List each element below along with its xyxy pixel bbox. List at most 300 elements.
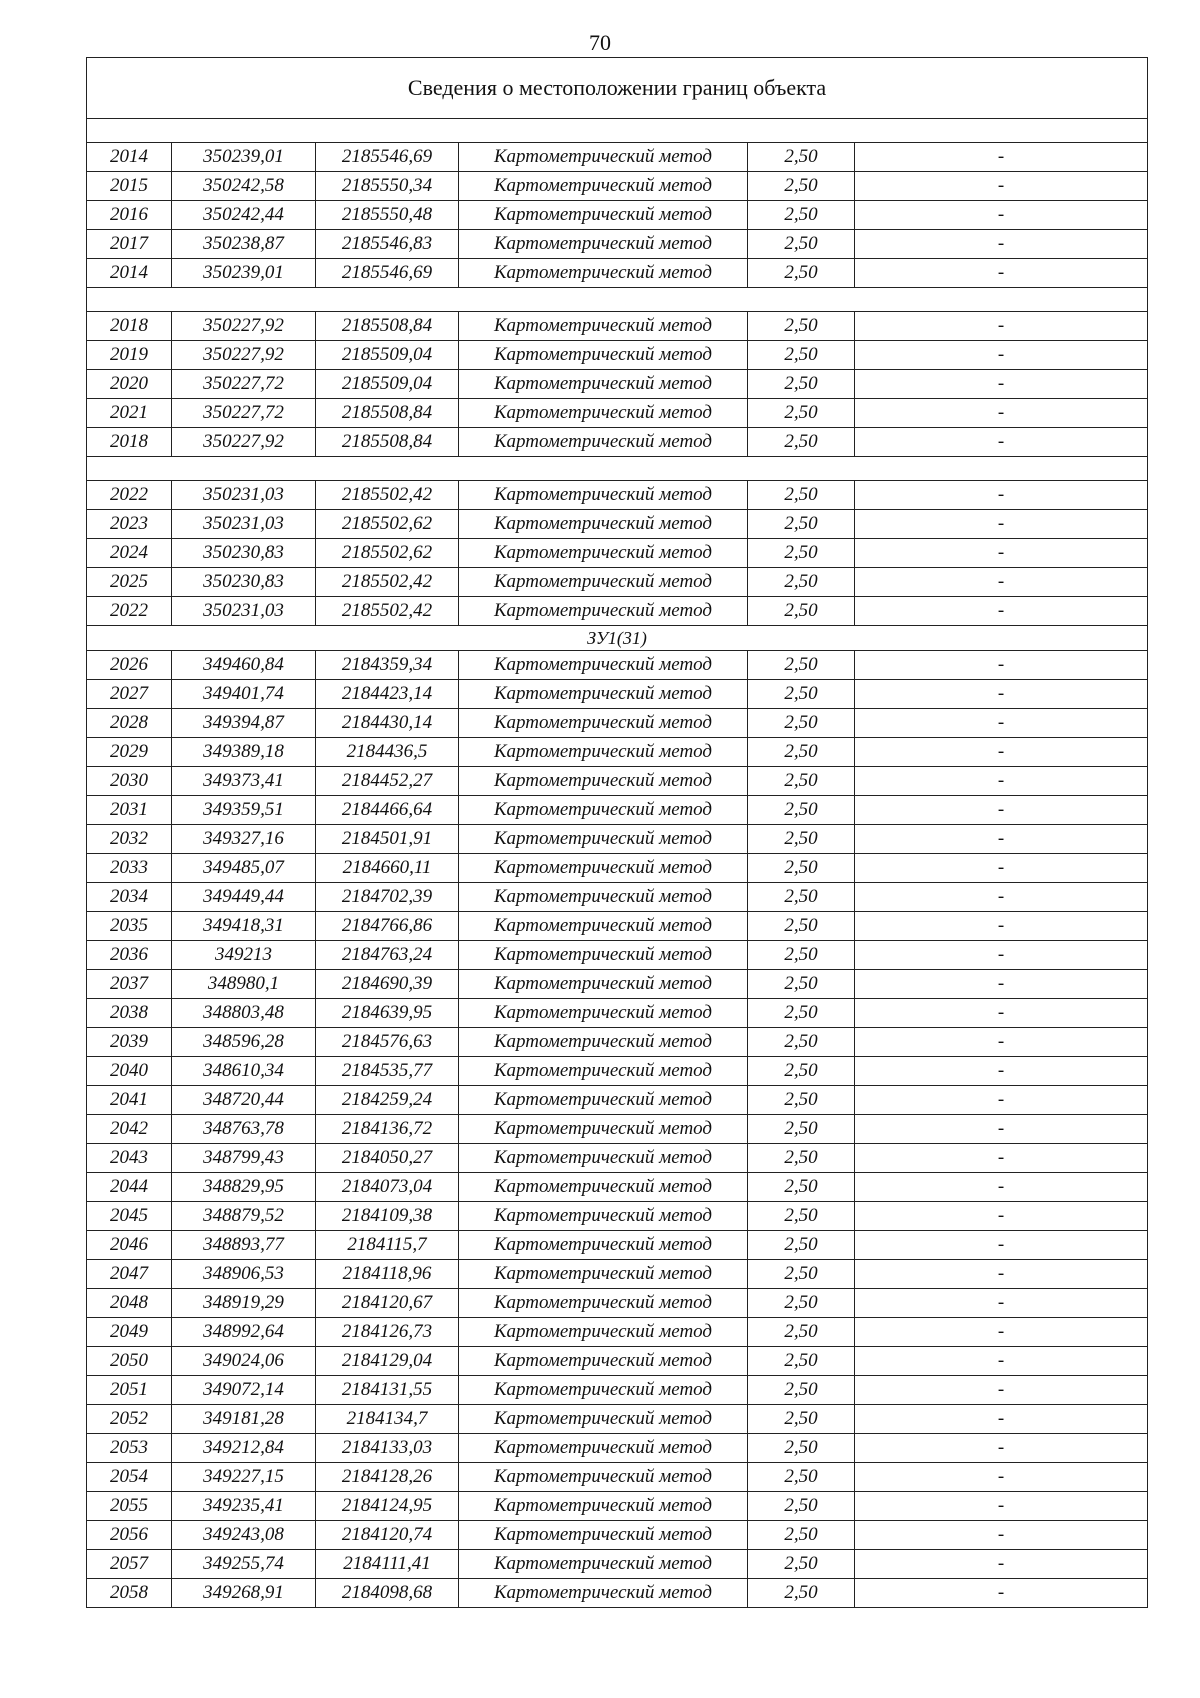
table-row (87, 143, 1148, 172)
table-row (87, 1347, 1148, 1376)
table-row (87, 1115, 1148, 1144)
description-cell: - (855, 539, 1148, 568)
method-cell: Картометрический метод (459, 1492, 748, 1521)
point-number-cell: 2048 (87, 1289, 172, 1318)
x-coordinate-cell: 350239,01 (172, 259, 316, 288)
table-row (87, 201, 1148, 230)
accuracy-cell: 2,50 (748, 1492, 855, 1521)
point-number-cell: 2022 (87, 481, 172, 510)
table-row (87, 1463, 1148, 1492)
point-number-cell: 2058 (87, 1579, 172, 1608)
accuracy-cell: 2,50 (748, 341, 855, 370)
y-coordinate-cell: 2185546,69 (316, 143, 459, 172)
point-number-cell: 2026 (87, 651, 172, 680)
table-row (87, 1289, 1148, 1318)
y-coordinate-cell: 2185509,04 (316, 341, 459, 370)
point-number-cell: 2032 (87, 825, 172, 854)
y-coordinate-cell: 2184109,38 (316, 1202, 459, 1231)
y-coordinate-cell: 2184115,7 (316, 1231, 459, 1260)
x-coordinate-cell: 349389,18 (172, 738, 316, 767)
y-coordinate-cell: 2185502,62 (316, 539, 459, 568)
table-row (87, 481, 1148, 510)
description-cell: - (855, 341, 1148, 370)
description-cell: - (855, 709, 1148, 738)
x-coordinate-cell: 349449,44 (172, 883, 316, 912)
y-coordinate-cell: 2184120,67 (316, 1289, 459, 1318)
y-coordinate-cell: 2184423,14 (316, 680, 459, 709)
y-coordinate-cell: 2185508,84 (316, 428, 459, 457)
description-cell: - (855, 143, 1148, 172)
table-row (87, 399, 1148, 428)
accuracy-cell: 2,50 (748, 1521, 855, 1550)
description-cell: - (855, 510, 1148, 539)
table-row (87, 1086, 1148, 1115)
method-cell: Картометрический метод (459, 1347, 748, 1376)
accuracy-cell: 2,50 (748, 172, 855, 201)
x-coordinate-cell: 350227,72 (172, 370, 316, 399)
y-coordinate-cell: 2184073,04 (316, 1173, 459, 1202)
accuracy-cell: 2,50 (748, 1434, 855, 1463)
point-number-cell: 2014 (87, 143, 172, 172)
point-number-cell: 2029 (87, 738, 172, 767)
x-coordinate-cell: 350227,92 (172, 341, 316, 370)
description-cell: - (855, 312, 1148, 341)
accuracy-cell: 2,50 (748, 481, 855, 510)
point-number-cell: 2044 (87, 1173, 172, 1202)
x-coordinate-cell: 348879,52 (172, 1202, 316, 1231)
point-number-cell: 2042 (87, 1115, 172, 1144)
table-row (87, 883, 1148, 912)
x-coordinate-cell: 348919,29 (172, 1289, 316, 1318)
accuracy-cell: 2,50 (748, 399, 855, 428)
table-row (87, 1376, 1148, 1405)
point-number-cell: 2031 (87, 796, 172, 825)
x-coordinate-cell: 349327,16 (172, 825, 316, 854)
y-coordinate-cell: 2185502,42 (316, 568, 459, 597)
x-coordinate-cell: 349212,84 (172, 1434, 316, 1463)
y-coordinate-cell: 2184501,91 (316, 825, 459, 854)
method-cell: Картометрический метод (459, 709, 748, 738)
description-cell: - (855, 568, 1148, 597)
accuracy-cell: 2,50 (748, 1347, 855, 1376)
table-caption-row (87, 58, 1148, 119)
accuracy-cell: 2,50 (748, 796, 855, 825)
accuracy-cell: 2,50 (748, 370, 855, 399)
method-cell: Картометрический метод (459, 539, 748, 568)
y-coordinate-cell: 2185509,04 (316, 370, 459, 399)
y-coordinate-cell: 2184702,39 (316, 883, 459, 912)
description-cell: - (855, 1434, 1148, 1463)
description-cell: - (855, 1347, 1148, 1376)
point-number-cell: 2041 (87, 1086, 172, 1115)
point-number-cell: 2015 (87, 172, 172, 201)
x-coordinate-cell: 348803,48 (172, 999, 316, 1028)
accuracy-cell: 2,50 (748, 1144, 855, 1173)
point-number-cell: 2054 (87, 1463, 172, 1492)
group-separator (87, 288, 1148, 312)
table-row (87, 341, 1148, 370)
y-coordinate-cell: 2184576,63 (316, 1028, 459, 1057)
y-coordinate-cell: 2184430,14 (316, 709, 459, 738)
x-coordinate-cell: 349072,14 (172, 1376, 316, 1405)
table-row (87, 941, 1148, 970)
accuracy-cell: 2,50 (748, 1173, 855, 1202)
y-coordinate-cell: 2184111,41 (316, 1550, 459, 1579)
table-row (87, 1318, 1148, 1347)
point-number-cell: 2017 (87, 230, 172, 259)
method-cell: Картометрический метод (459, 312, 748, 341)
y-coordinate-cell: 2184098,68 (316, 1579, 459, 1608)
y-coordinate-cell: 2184535,77 (316, 1057, 459, 1086)
description-cell: - (855, 1318, 1148, 1347)
method-cell: Картометрический метод (459, 970, 748, 999)
point-number-cell: 2049 (87, 1318, 172, 1347)
description-cell: - (855, 399, 1148, 428)
x-coordinate-cell: 350238,87 (172, 230, 316, 259)
point-number-cell: 2025 (87, 568, 172, 597)
description-cell: - (855, 883, 1148, 912)
y-coordinate-cell: 2184126,73 (316, 1318, 459, 1347)
description-cell: - (855, 970, 1148, 999)
accuracy-cell: 2,50 (748, 143, 855, 172)
y-coordinate-cell: 2184134,7 (316, 1405, 459, 1434)
point-number-cell: 2036 (87, 941, 172, 970)
point-number-cell: 2050 (87, 1347, 172, 1376)
table-row (87, 767, 1148, 796)
method-cell: Картометрический метод (459, 172, 748, 201)
description-cell: - (855, 912, 1148, 941)
method-cell: Картометрический метод (459, 941, 748, 970)
point-number-cell: 2019 (87, 341, 172, 370)
table-row (87, 1521, 1148, 1550)
point-number-cell: 2018 (87, 428, 172, 457)
y-coordinate-cell: 2185502,42 (316, 597, 459, 626)
point-number-cell: 2038 (87, 999, 172, 1028)
description-cell: - (855, 172, 1148, 201)
point-number-cell: 2027 (87, 680, 172, 709)
accuracy-cell: 2,50 (748, 1115, 855, 1144)
table-row (87, 1434, 1148, 1463)
y-coordinate-cell: 2184452,27 (316, 767, 459, 796)
description-cell: - (855, 481, 1148, 510)
description-cell: - (855, 767, 1148, 796)
y-coordinate-cell: 2185508,84 (316, 399, 459, 428)
description-cell: - (855, 941, 1148, 970)
x-coordinate-cell: 350227,92 (172, 312, 316, 341)
method-cell: Картометрический метод (459, 1405, 748, 1434)
point-number-cell: 2053 (87, 1434, 172, 1463)
x-coordinate-cell: 349394,87 (172, 709, 316, 738)
x-coordinate-cell: 350230,83 (172, 539, 316, 568)
method-cell: Картометрический метод (459, 738, 748, 767)
y-coordinate-cell: 2185508,84 (316, 312, 459, 341)
accuracy-cell: 2,50 (748, 1202, 855, 1231)
method-cell: Картометрический метод (459, 1173, 748, 1202)
table-row (87, 738, 1148, 767)
y-coordinate-cell: 2185550,34 (316, 172, 459, 201)
x-coordinate-cell: 350242,44 (172, 201, 316, 230)
method-cell: Картометрический метод (459, 428, 748, 457)
method-cell: Картометрический метод (459, 1144, 748, 1173)
point-number-cell: 2039 (87, 1028, 172, 1057)
x-coordinate-cell: 349268,91 (172, 1579, 316, 1608)
table-row (87, 1028, 1148, 1057)
point-number-cell: 2028 (87, 709, 172, 738)
accuracy-cell: 2,50 (748, 1260, 855, 1289)
accuracy-cell: 2,50 (748, 825, 855, 854)
description-cell: - (855, 1173, 1148, 1202)
method-cell: Картометрический метод (459, 767, 748, 796)
table-row (87, 1057, 1148, 1086)
description-cell: - (855, 1086, 1148, 1115)
y-coordinate-cell: 2184259,24 (316, 1086, 459, 1115)
table-row (87, 1260, 1148, 1289)
accuracy-cell: 2,50 (748, 941, 855, 970)
table-row (87, 428, 1148, 457)
x-coordinate-cell: 349235,41 (172, 1492, 316, 1521)
description-cell: - (855, 1521, 1148, 1550)
point-number-cell: 2033 (87, 854, 172, 883)
method-cell: Картометрический метод (459, 883, 748, 912)
accuracy-cell: 2,50 (748, 1318, 855, 1347)
y-coordinate-cell: 2184690,39 (316, 970, 459, 999)
point-number-cell: 2020 (87, 370, 172, 399)
table-row (87, 597, 1148, 626)
accuracy-cell: 2,50 (748, 709, 855, 738)
description-cell: - (855, 1579, 1148, 1608)
table-row (87, 970, 1148, 999)
method-cell: Картометрический метод (459, 1289, 748, 1318)
method-cell: Картометрический метод (459, 481, 748, 510)
method-cell: Картометрический метод (459, 1057, 748, 1086)
y-coordinate-cell: 2184763,24 (316, 941, 459, 970)
point-number-cell: 2052 (87, 1405, 172, 1434)
description-cell: - (855, 201, 1148, 230)
table-row (87, 1202, 1148, 1231)
accuracy-cell: 2,50 (748, 651, 855, 680)
point-number-cell: 2023 (87, 510, 172, 539)
y-coordinate-cell: 2184131,55 (316, 1376, 459, 1405)
method-cell: Картометрический метод (459, 597, 748, 626)
y-coordinate-cell: 2184660,11 (316, 854, 459, 883)
y-coordinate-cell: 2184120,74 (316, 1521, 459, 1550)
description-cell: - (855, 1144, 1148, 1173)
x-coordinate-cell: 349213 (172, 941, 316, 970)
table-row (87, 796, 1148, 825)
method-cell: Картометрический метод (459, 399, 748, 428)
table-caption: Сведения о местоположении границ объекта (87, 58, 1148, 119)
method-cell: Картометрический метод (459, 854, 748, 883)
description-cell: - (855, 1405, 1148, 1434)
method-cell: Картометрический метод (459, 341, 748, 370)
accuracy-cell: 2,50 (748, 428, 855, 457)
method-cell: Картометрический метод (459, 999, 748, 1028)
x-coordinate-cell: 350242,58 (172, 172, 316, 201)
point-number-cell: 2022 (87, 597, 172, 626)
point-number-cell: 2056 (87, 1521, 172, 1550)
method-cell: Картометрический метод (459, 1376, 748, 1405)
method-cell: Картометрический метод (459, 370, 748, 399)
point-number-cell: 2035 (87, 912, 172, 941)
accuracy-cell: 2,50 (748, 738, 855, 767)
point-number-cell: 2057 (87, 1550, 172, 1579)
accuracy-cell: 2,50 (748, 680, 855, 709)
table-row (87, 825, 1148, 854)
method-cell: Картометрический метод (459, 510, 748, 539)
method-cell: Картометрический метод (459, 1260, 748, 1289)
method-cell: Картометрический метод (459, 651, 748, 680)
accuracy-cell: 2,50 (748, 912, 855, 941)
point-number-cell: 2045 (87, 1202, 172, 1231)
point-number-cell: 2051 (87, 1376, 172, 1405)
point-number-cell: 2014 (87, 259, 172, 288)
method-cell: Картометрический метод (459, 1579, 748, 1608)
accuracy-cell: 2,50 (748, 1086, 855, 1115)
y-coordinate-cell: 2184118,96 (316, 1260, 459, 1289)
x-coordinate-cell: 350231,03 (172, 597, 316, 626)
x-coordinate-cell: 350231,03 (172, 481, 316, 510)
method-cell: Картометрический метод (459, 230, 748, 259)
x-coordinate-cell: 350231,03 (172, 510, 316, 539)
x-coordinate-cell: 348610,34 (172, 1057, 316, 1086)
table-row (87, 854, 1148, 883)
x-coordinate-cell: 349024,06 (172, 1347, 316, 1376)
description-cell: - (855, 259, 1148, 288)
description-cell: - (855, 738, 1148, 767)
x-coordinate-cell: 349243,08 (172, 1521, 316, 1550)
method-cell: Картометрический метод (459, 143, 748, 172)
y-coordinate-cell: 2184128,26 (316, 1463, 459, 1492)
x-coordinate-cell: 349401,74 (172, 680, 316, 709)
x-coordinate-cell: 348893,77 (172, 1231, 316, 1260)
method-cell: Картометрический метод (459, 1202, 748, 1231)
accuracy-cell: 2,50 (748, 854, 855, 883)
accuracy-cell: 2,50 (748, 230, 855, 259)
x-coordinate-cell: 348799,43 (172, 1144, 316, 1173)
x-coordinate-cell: 348906,53 (172, 1260, 316, 1289)
x-coordinate-cell: 350239,01 (172, 143, 316, 172)
description-cell: - (855, 1115, 1148, 1144)
y-coordinate-cell: 2184136,72 (316, 1115, 459, 1144)
description-cell: - (855, 1028, 1148, 1057)
page-number: 70 (589, 30, 611, 55)
point-number-cell: 2046 (87, 1231, 172, 1260)
method-cell: Картометрический метод (459, 1463, 748, 1492)
group-separator-row (87, 288, 1148, 312)
description-cell: - (855, 230, 1148, 259)
accuracy-cell: 2,50 (748, 883, 855, 912)
accuracy-cell: 2,50 (748, 510, 855, 539)
method-cell: Картометрический метод (459, 796, 748, 825)
x-coordinate-cell: 349181,28 (172, 1405, 316, 1434)
accuracy-cell: 2,50 (748, 970, 855, 999)
table-row (87, 999, 1148, 1028)
description-cell: - (855, 370, 1148, 399)
point-number-cell: 2047 (87, 1260, 172, 1289)
description-cell: - (855, 680, 1148, 709)
accuracy-cell: 2,50 (748, 201, 855, 230)
accuracy-cell: 2,50 (748, 259, 855, 288)
y-coordinate-cell: 2185502,42 (316, 481, 459, 510)
description-cell: - (855, 796, 1148, 825)
table-row (87, 539, 1148, 568)
accuracy-cell: 2,50 (748, 999, 855, 1028)
x-coordinate-cell: 348763,78 (172, 1115, 316, 1144)
group-separator-row (87, 119, 1148, 143)
table-row (87, 312, 1148, 341)
method-cell: Картометрический метод (459, 1318, 748, 1347)
table-row (87, 912, 1148, 941)
description-cell: - (855, 854, 1148, 883)
x-coordinate-cell: 349373,41 (172, 767, 316, 796)
accuracy-cell: 2,50 (748, 1463, 855, 1492)
table-row (87, 1231, 1148, 1260)
y-coordinate-cell: 2184766,86 (316, 912, 459, 941)
description-cell: - (855, 999, 1148, 1028)
accuracy-cell: 2,50 (748, 1231, 855, 1260)
description-cell: - (855, 651, 1148, 680)
method-cell: Картометрический метод (459, 912, 748, 941)
x-coordinate-cell: 348720,44 (172, 1086, 316, 1115)
y-coordinate-cell: 2184466,64 (316, 796, 459, 825)
description-cell: - (855, 1231, 1148, 1260)
accuracy-cell: 2,50 (748, 1028, 855, 1057)
y-coordinate-cell: 2185550,48 (316, 201, 459, 230)
x-coordinate-cell: 350227,92 (172, 428, 316, 457)
accuracy-cell: 2,50 (748, 312, 855, 341)
description-cell: - (855, 1260, 1148, 1289)
point-number-cell: 2016 (87, 201, 172, 230)
description-cell: - (855, 1057, 1148, 1086)
table-row (87, 259, 1148, 288)
point-number-cell: 2040 (87, 1057, 172, 1086)
table-row (87, 1579, 1148, 1608)
section-label: ЗУ1(31) (87, 626, 1148, 651)
table-row (87, 1492, 1148, 1521)
boundary-coordinates-table (86, 57, 1148, 1608)
description-cell: - (855, 597, 1148, 626)
accuracy-cell: 2,50 (748, 1289, 855, 1318)
x-coordinate-cell: 349227,15 (172, 1463, 316, 1492)
x-coordinate-cell: 350227,72 (172, 399, 316, 428)
group-separator (87, 119, 1148, 143)
accuracy-cell: 2,50 (748, 1579, 855, 1608)
method-cell: Картометрический метод (459, 1086, 748, 1115)
point-number-cell: 2021 (87, 399, 172, 428)
y-coordinate-cell: 2184124,95 (316, 1492, 459, 1521)
method-cell: Картометрический метод (459, 1231, 748, 1260)
accuracy-cell: 2,50 (748, 1057, 855, 1086)
y-coordinate-cell: 2185546,69 (316, 259, 459, 288)
method-cell: Картометрический метод (459, 825, 748, 854)
table-row (87, 230, 1148, 259)
accuracy-cell: 2,50 (748, 568, 855, 597)
method-cell: Картометрический метод (459, 259, 748, 288)
method-cell: Картометрический метод (459, 1521, 748, 1550)
method-cell: Картометрический метод (459, 680, 748, 709)
y-coordinate-cell: 2184359,34 (316, 651, 459, 680)
description-cell: - (855, 1463, 1148, 1492)
accuracy-cell: 2,50 (748, 1376, 855, 1405)
point-number-cell: 2018 (87, 312, 172, 341)
y-coordinate-cell: 2185502,62 (316, 510, 459, 539)
x-coordinate-cell: 348992,64 (172, 1318, 316, 1347)
x-coordinate-cell: 349255,74 (172, 1550, 316, 1579)
y-coordinate-cell: 2185546,83 (316, 230, 459, 259)
x-coordinate-cell: 349359,51 (172, 796, 316, 825)
table-row (87, 1144, 1148, 1173)
x-coordinate-cell: 348596,28 (172, 1028, 316, 1057)
